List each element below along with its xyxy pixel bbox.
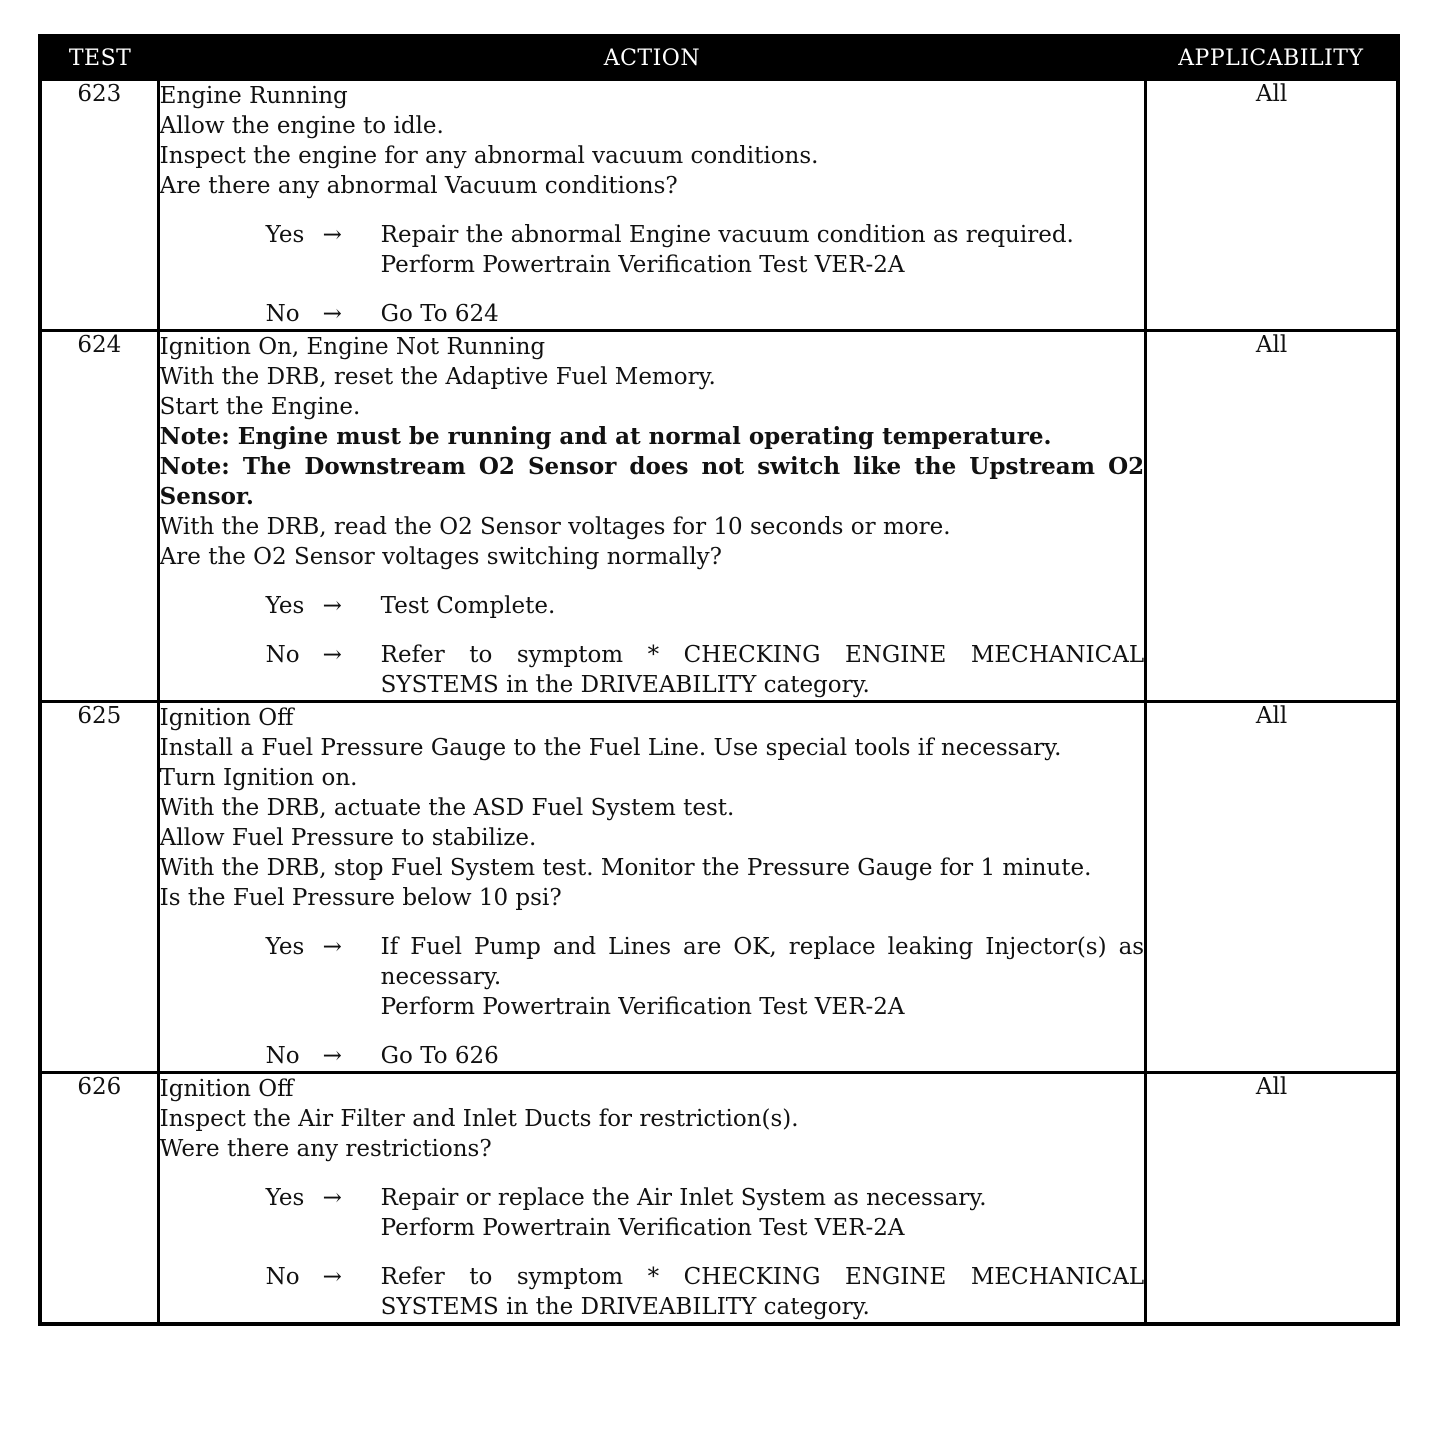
applicability-value: All: [1146, 1073, 1398, 1325]
arrow-icon: →: [322, 593, 342, 619]
test-number: 626: [40, 1073, 158, 1325]
outcome-text: [381, 1262, 1144, 1322]
outcome-line: Repair or replace the Air Inlet System as necessary.: [380, 1185, 987, 1211]
outcome-label: Yes: [265, 222, 305, 248]
outcome-line: Repair the abnormal Engine vacuum condition as required.: [380, 222, 1074, 248]
action-cell: [158, 1073, 1145, 1325]
outcome-yes: [266, 220, 1144, 280]
outcome-label: Yes: [265, 593, 305, 619]
outcome-text: [381, 640, 1144, 700]
arrow-icon: →: [322, 222, 342, 248]
action-step: Are the O2 Sensor voltages switching normally?: [159, 544, 722, 570]
action-step: Ignition Off: [159, 1076, 294, 1102]
diagnostic-test-table: [38, 34, 1400, 1326]
arrow-icon: →: [322, 301, 342, 327]
header-applicability: APPLICABILITY: [1146, 36, 1398, 80]
outcome-line: Go To 626: [380, 1043, 499, 1069]
outcome-line: Go To 624: [380, 301, 499, 327]
action-note: Note: The Downstream O2 Sensor does not switch like the Upstream O2 Sensor.: [159, 453, 1145, 510]
test-number: 625: [40, 702, 158, 1073]
outcome-line: Test Complete.: [380, 593, 556, 619]
action-step: Engine Running: [159, 83, 348, 109]
table-body: [40, 80, 1398, 1325]
arrow-icon: →: [322, 1043, 342, 1069]
arrow-icon: →: [322, 642, 342, 668]
test-number: 623: [40, 80, 158, 331]
outcome-no: [266, 640, 1144, 700]
outcome-line: Refer to symptom * CHECKING ENGINE MECHANICAL SYSTEMS in the DRIVEABILITY category.: [380, 1264, 1145, 1320]
outcome-text: [381, 1041, 1144, 1071]
outcome-no: [266, 1041, 1144, 1071]
outcome-line: Perform Powertrain Verification Test VER-2A: [380, 994, 905, 1020]
table-row: [40, 331, 1398, 702]
action-step: Install a Fuel Pressure Gauge to the Fuel Line. Use special tools if necessary.: [159, 735, 1062, 761]
table-header: [40, 36, 1398, 80]
outcome-line: Perform Powertrain Verification Test VER-2A: [380, 1215, 905, 1241]
outcome-no: [266, 299, 1144, 329]
outcome-text: [381, 591, 1144, 621]
outcome-text: [381, 1183, 1144, 1243]
action-note: Note: Engine must be running and at normal operating temperature.: [159, 423, 1052, 450]
outcome-label: No: [265, 1043, 300, 1069]
table-row: [40, 80, 1398, 331]
outcome-text: [381, 299, 1144, 329]
action-step: Turn Ignition on.: [159, 765, 358, 791]
action-step: With the DRB, stop Fuel System test. Monitor the Pressure Gauge for 1 minute.: [159, 855, 1092, 881]
applicability-value: All: [1146, 702, 1398, 1073]
action-step: Is the Fuel Pressure below 10 psi?: [159, 885, 562, 911]
applicability-value: All: [1146, 331, 1398, 702]
header-test: TEST: [40, 36, 158, 80]
outcome-label: No: [265, 642, 300, 668]
arrow-icon: →: [322, 1185, 342, 1211]
test-number: 624: [40, 331, 158, 702]
action-step: With the DRB, actuate the ASD Fuel System test.: [159, 795, 735, 821]
outcome-label: No: [265, 301, 300, 327]
action-step: Were there any restrictions?: [159, 1136, 492, 1162]
header-action: ACTION: [158, 36, 1145, 80]
outcome-yes: [266, 932, 1144, 1022]
action-step: Inspect the Air Filter and Inlet Ducts for restriction(s).: [159, 1106, 799, 1132]
action-step: With the DRB, read the O2 Sensor voltages for 10 seconds or more.: [159, 514, 951, 540]
applicability-value: All: [1146, 80, 1398, 331]
action-step: Ignition On, Engine Not Running: [159, 334, 546, 360]
table-row: [40, 702, 1398, 1073]
outcome-label: Yes: [265, 1185, 305, 1211]
header-row: [40, 36, 1398, 80]
action-cell: [158, 331, 1145, 702]
action-step: Inspect the engine for any abnormal vacuum conditions.: [159, 143, 819, 169]
outcome-label: No: [265, 1264, 300, 1290]
outcome-no: [266, 1262, 1144, 1322]
outcome-yes: [266, 1183, 1144, 1243]
outcome-label: Yes: [265, 934, 305, 960]
outcome-line: Refer to symptom * CHECKING ENGINE MECHANICAL SYSTEMS in the DRIVEABILITY category.: [380, 642, 1145, 698]
action-cell: [158, 80, 1145, 331]
outcome-yes: [266, 591, 1144, 621]
outcome-text: [381, 220, 1144, 280]
action-step: Start the Engine.: [159, 394, 361, 420]
action-step: Allow Fuel Pressure to stabilize.: [159, 825, 537, 851]
action-step: Allow the engine to idle.: [159, 113, 444, 139]
outcome-line: If Fuel Pump and Lines are OK, replace leaking Injector(s) as necessary.: [380, 934, 1145, 990]
arrow-icon: →: [322, 1264, 342, 1290]
action-cell: [158, 702, 1145, 1073]
outcome-text: [381, 932, 1144, 1022]
action-step: Are there any abnormal Vacuum conditions?: [159, 173, 678, 199]
outcome-line: Perform Powertrain Verification Test VER-2A: [380, 252, 905, 278]
action-step: Ignition Off: [159, 705, 294, 731]
arrow-icon: →: [322, 934, 342, 960]
table-row: [40, 1073, 1398, 1325]
action-step: With the DRB, reset the Adaptive Fuel Memory.: [159, 364, 716, 390]
